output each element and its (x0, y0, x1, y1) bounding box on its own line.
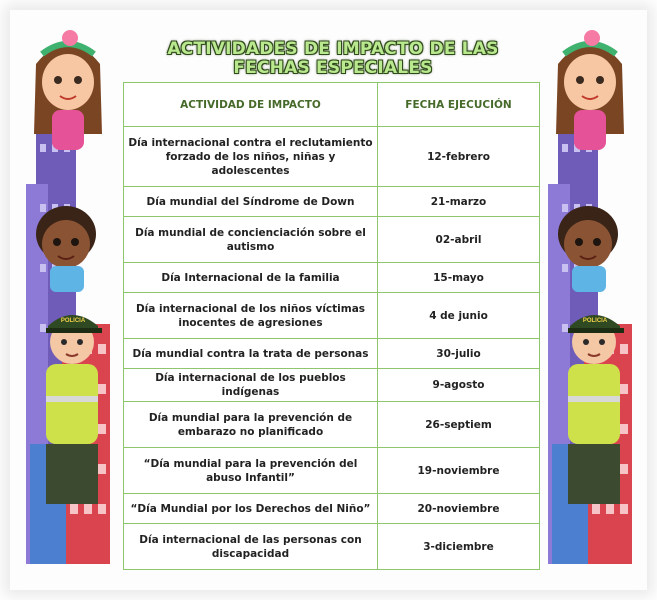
activity-cell: Día internacional contra el reclutamiento forzado de los niños, niñas y adolescentes (124, 127, 378, 187)
table-row (124, 402, 540, 448)
police-cap-label: POLICIA (60, 318, 86, 324)
date-cell: 15-mayo (378, 263, 540, 293)
column-header-date: FECHA EJECUCIÓN (378, 83, 540, 127)
activity-cell: Día internacional de los niños víctimas inocentes de agresiones (124, 293, 378, 339)
activity-cell: Día mundial del Síndrome de Down (124, 187, 378, 217)
date-cell: 02-abril (378, 217, 540, 263)
date-cell: 26-septiem (378, 402, 540, 448)
table-row (124, 339, 540, 369)
date-cell: 4 de junio (378, 293, 540, 339)
column-header-activity: ACTIVIDAD DE IMPACTO (124, 83, 378, 127)
date-cell: 12-febrero (378, 127, 540, 187)
activity-cell: Día internacional de las personas con discapacidad (124, 524, 378, 570)
left-illustration (22, 24, 114, 584)
table-row (124, 263, 540, 293)
table-row (124, 448, 540, 494)
activity-cell: Día Internacional de la familia (124, 263, 378, 293)
activity-cell: “Día mundial para la prevención del abuso Infantil” (124, 448, 378, 494)
table-header-row (124, 83, 540, 127)
activity-cell: Día internacional de los pueblos indígenas (124, 369, 378, 402)
activities-table (123, 82, 540, 570)
table-row (124, 217, 540, 263)
girl-character (34, 30, 102, 150)
date-cell: 3-diciembre (378, 524, 540, 570)
table-row (124, 127, 540, 187)
date-cell: 21-marzo (378, 187, 540, 217)
activity-cell: Día mundial contra la trata de personas (124, 339, 378, 369)
page-title: ACTIVIDADES DE IMPACTO DE LAS FECHAS ESPECIALES (167, 39, 499, 78)
girl-character (556, 30, 624, 150)
activity-cell: “Día Mundial por los Derechos del Niño” (124, 494, 378, 524)
date-cell: 19-noviembre (378, 448, 540, 494)
date-cell: 9-agosto (378, 369, 540, 402)
table-row (124, 494, 540, 524)
police-cap-label: POLICIA (582, 318, 608, 324)
date-cell: 30-julio (378, 339, 540, 369)
activity-cell: Día mundial de concienciación sobre el autismo (124, 217, 378, 263)
activity-cell: Día mundial para la prevención de embarazo no planificado (124, 402, 378, 448)
table-row (124, 369, 540, 402)
date-cell: 20-noviembre (378, 494, 540, 524)
table-row (124, 293, 540, 339)
police-character (568, 315, 624, 504)
right-illustration (544, 24, 636, 584)
police-character (46, 315, 102, 504)
table-row (124, 524, 540, 570)
table-row (124, 187, 540, 217)
